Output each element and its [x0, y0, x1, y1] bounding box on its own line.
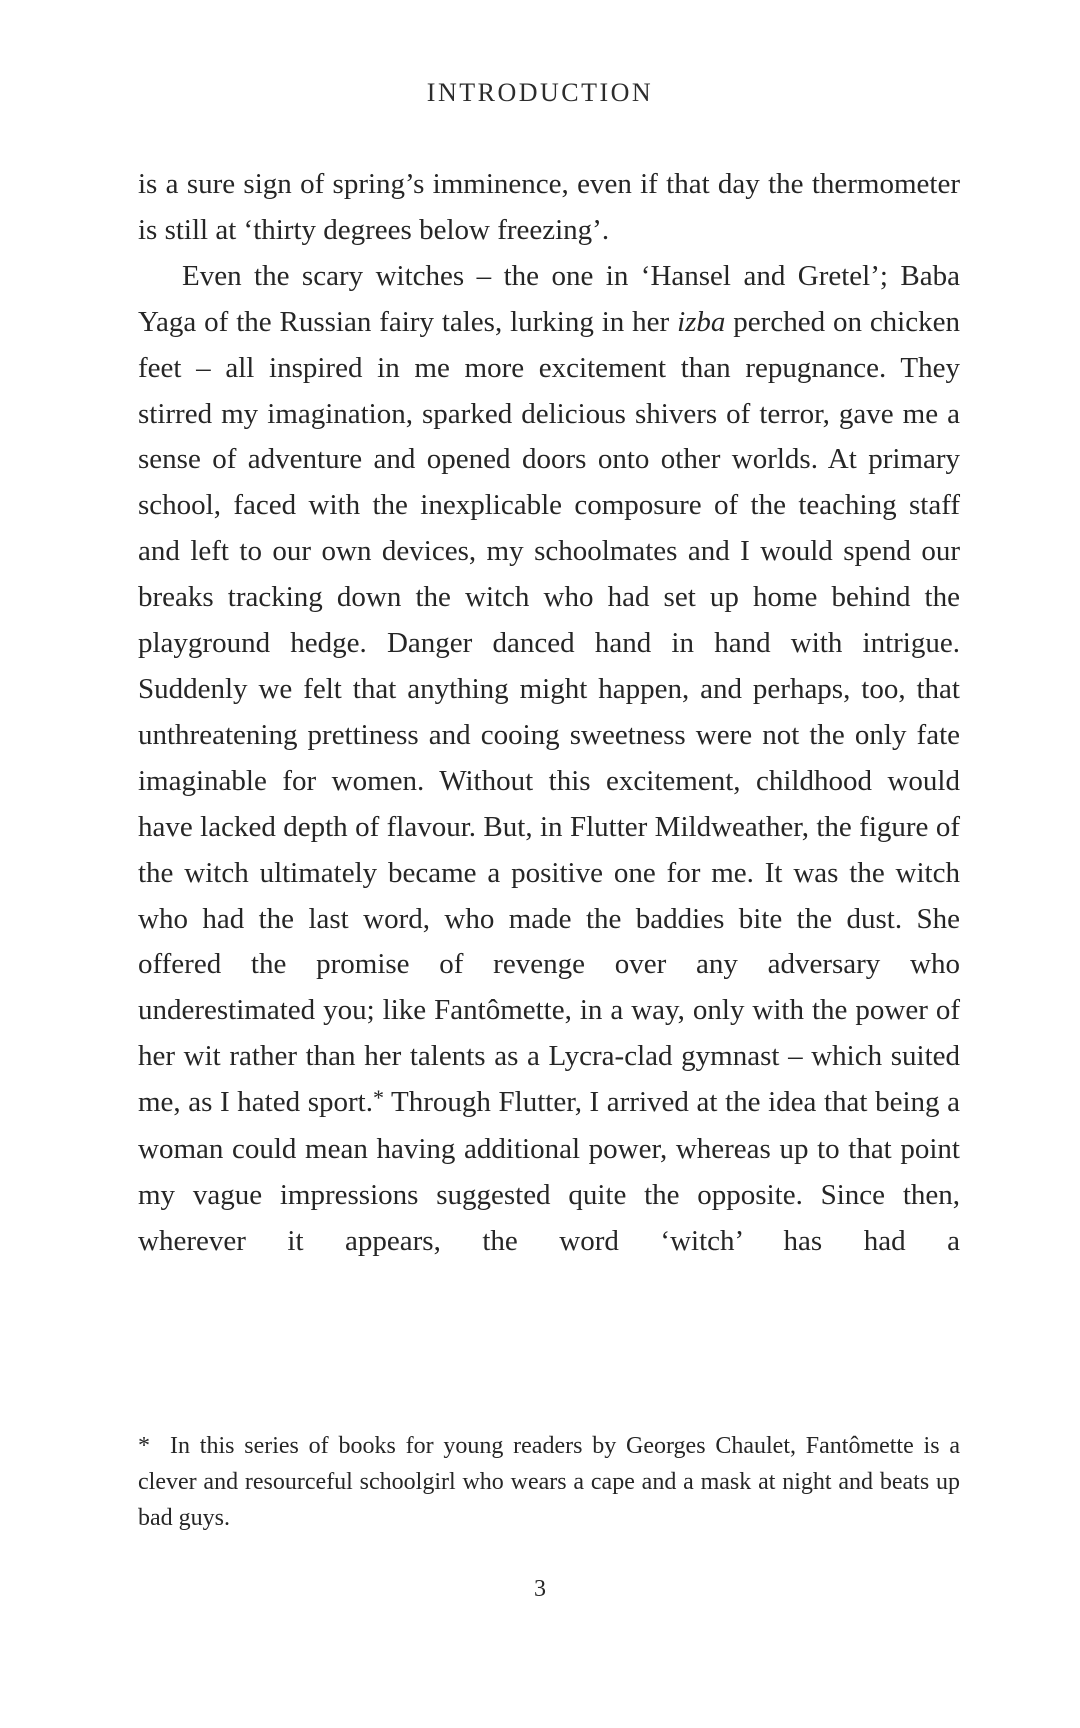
running-head: INTRODUCTION — [426, 78, 654, 107]
main-text — [138, 162, 960, 1265]
paragraph-2-part-a: Even the scary witches – the one in ‘Hansel and Gretel’; Baba Yaga of the Russian fairy tales, lurking in her — [138, 259, 960, 338]
paragraph-1: is a sure sign of spring’s imminence, even if that day the thermometer is still at ‘thirty degrees below freezing’. — [138, 168, 960, 246]
paragraph-2-part-c: Through Flutter, I arrived at the idea that being a woman could mean having additional power, whereas up to that point my vague impressions suggested quite the opposite. Since then, wherever it appears, the word ‘witch’ has had a — [138, 1086, 960, 1257]
footnote-mark: * — [138, 1433, 150, 1459]
footnote-reference-mark[interactable]: * — [372, 1085, 384, 1111]
paragraph-2 — [138, 254, 960, 1265]
footnote — [138, 1428, 960, 1536]
paragraph-2-part-b: perched on chicken feet – all inspired in me more excitement than repugnance. They stirred my imagination, sparked delicious shivers of terror, gave me a sense of adventure and opened doors onto other worlds. At primary school, faced with the inexplicable composure of the teaching staff and left to our own devices, my schoolmates and I would spend our breaks tracking down the witch who had set up home behind the playground hedge. Danger danced hand in hand with intrigue. Suddenly we felt that anything might happen, and perhaps, too, that unthreatening prettiness and cooing sweetness were not the only fate imaginable for women. Without this excitement, childhood would have lacked depth of flavour. But, in Flutter Mildweather, the figure of the witch ultimately became a positive one for me. It was the witch who had the last word, who made the baddies bite the dust. She offered the promise of revenge over any adversary who underestimated you; like Fantômette, in a way, only with the power of her wit rather than her talents as a Lycra-clad gymnast – which suited me, as I hated sport. — [138, 305, 960, 1119]
italic-word-izba: izba — [677, 305, 726, 338]
footnote-text: In this series of books for young readers by Georges Chaulet, Fantômette is a clever and resourceful schoolgirl who wears a cape and a mask at night and beats up bad guys. — [138, 1433, 960, 1531]
page-number: 3 — [534, 1576, 546, 1602]
